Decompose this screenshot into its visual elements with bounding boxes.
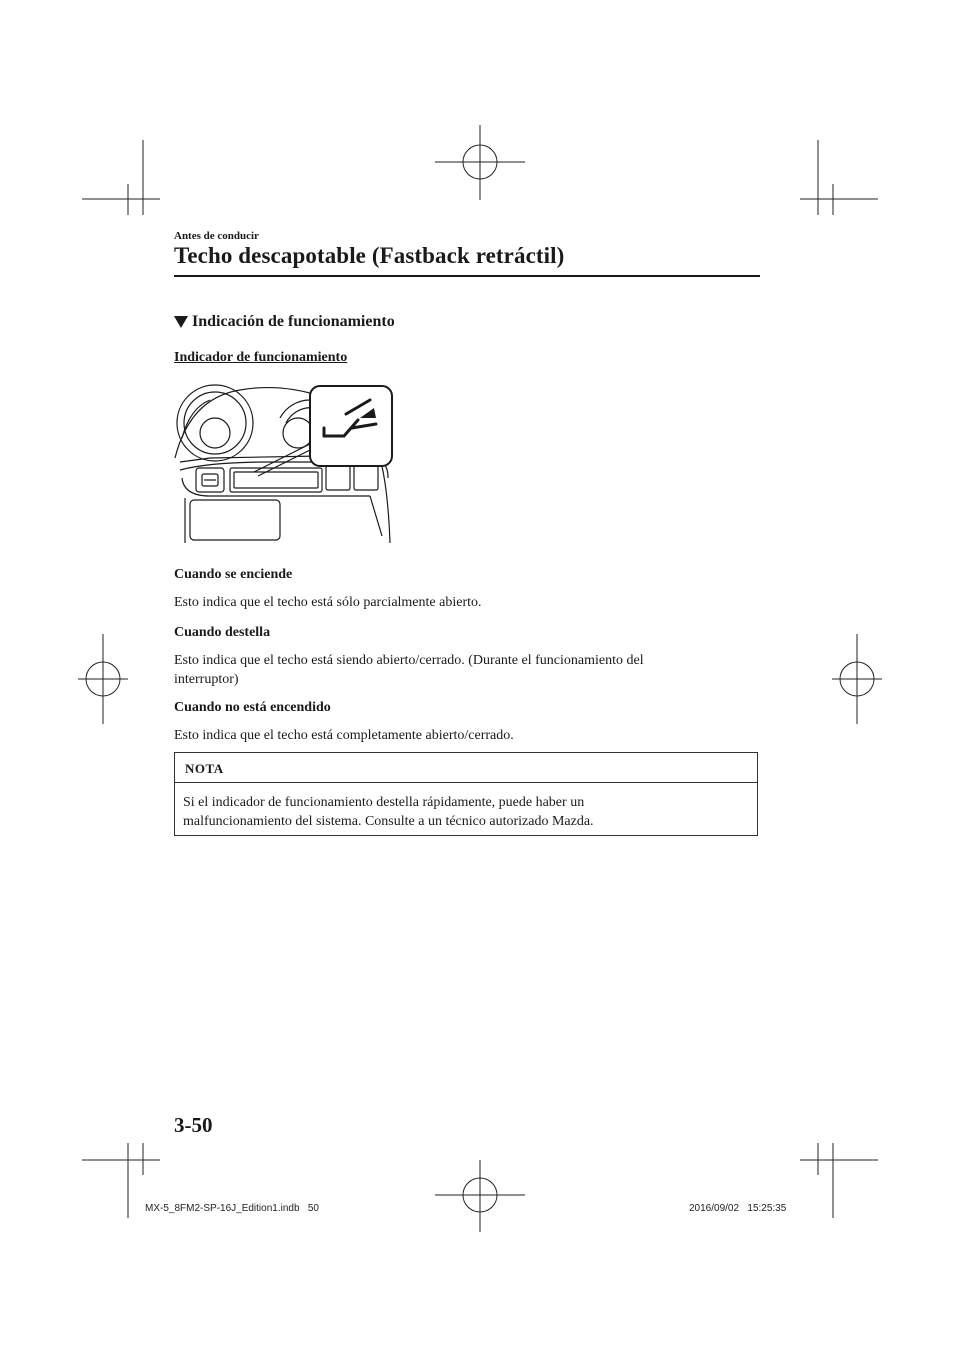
dashboard-illustration bbox=[170, 378, 400, 543]
item-text-flash-line2: interruptor) bbox=[174, 672, 239, 687]
note-line-1: Si el indicador de funcionamiento destella rápidamente, puede haber un bbox=[183, 795, 585, 810]
footer-timestamp: 2016/09/02 15:25:35 bbox=[689, 1203, 787, 1214]
note-label: NOTA bbox=[185, 761, 224, 776]
item-heading-on: Cuando se enciende bbox=[174, 567, 293, 582]
note-box bbox=[174, 752, 758, 836]
footer-file: MX-5_8FM2-SP-16J_Edition1.indb 50 bbox=[145, 1203, 319, 1214]
figure-title: Indicador de funcionamiento bbox=[174, 350, 348, 365]
page-number: 3-50 bbox=[174, 1113, 213, 1137]
item-heading-flash: Cuando destella bbox=[174, 625, 271, 640]
triangle-down-icon bbox=[174, 316, 188, 328]
section-label: Antes de conducir bbox=[174, 230, 259, 242]
subsection-heading bbox=[174, 313, 395, 331]
subsection-title: Indicación de funcionamiento bbox=[192, 313, 395, 330]
item-heading-off: Cuando no está encendido bbox=[174, 700, 331, 715]
item-text-off: Esto indica que el techo está completamente abierto/cerrado. bbox=[174, 728, 514, 743]
note-text bbox=[183, 793, 751, 831]
note-header bbox=[175, 753, 757, 783]
title-divider bbox=[174, 275, 760, 277]
note-line-2: malfuncionamiento del sistema. Consulte a un técnico autorizado Mazda. bbox=[183, 814, 594, 829]
page-title: Techo descapotable (Fastback retráctil) bbox=[174, 243, 565, 268]
item-text-on: Esto indica que el techo está sólo parcialmente abierto. bbox=[174, 595, 482, 610]
item-text-flash-line1: Esto indica que el techo está siendo abierto/cerrado. (Durante el funcionamiento del bbox=[174, 653, 644, 668]
